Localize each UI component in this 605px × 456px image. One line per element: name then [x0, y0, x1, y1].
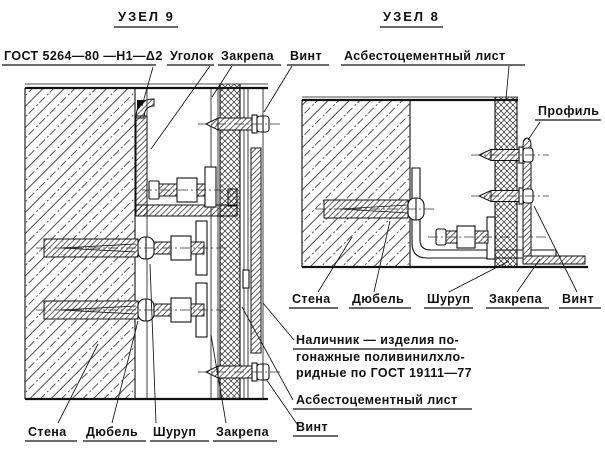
label-shurup-left: Шуруп	[153, 425, 197, 439]
label-gost-weld: ГОСТ 5264—80 —Н1—Δ2	[4, 49, 163, 63]
note-nalichnik-line3: ридные по ГОСТ 19111—77	[296, 366, 473, 380]
dowel-assembly-right	[316, 198, 436, 220]
note-nalichnik-line1: Наличник — изделия по-	[296, 333, 460, 347]
label-dyubel-left: Дюбель	[86, 425, 139, 439]
label-vint-right: Винт	[562, 292, 594, 306]
right-detail-drawing	[302, 97, 588, 267]
label-profil: Профиль	[538, 104, 600, 118]
bolt-assembly-channel	[142, 167, 226, 207]
label-vint-top: Винт	[290, 49, 322, 63]
screw-vint-bottom	[198, 363, 280, 381]
label-stena-left: Стена	[28, 425, 67, 439]
l-bracket-zakrepa	[412, 168, 556, 258]
screw-vint-right-upper	[471, 147, 549, 163]
label-vint-mid: Винт	[296, 420, 328, 434]
label-zakrepa-left: Закрепа	[216, 425, 269, 439]
label-ugolok: Уголок	[170, 49, 214, 63]
label-stena-right: Стена	[292, 292, 331, 306]
nalichnik-trim-strip	[243, 148, 261, 353]
label-asbest-top: Асбестоцементный лист	[344, 49, 506, 63]
note-nalichnik-line2: гонажные поливинилхло-	[296, 350, 466, 364]
label-shurup-right: Шуруп	[427, 292, 471, 306]
label-zakrepa-top: Закрепа	[221, 49, 274, 63]
left-detail-drawing	[25, 84, 280, 399]
fastening-rail	[211, 88, 218, 399]
label-zakrepa-right: Закрепа	[489, 292, 542, 306]
title-uzel-9: УЗЕЛ 9	[118, 9, 175, 24]
label-dyubel-right: Дюбель	[352, 292, 405, 306]
screw-vint-top	[198, 115, 280, 133]
asbestos-sheet-right	[495, 97, 517, 267]
screw-vint-right-lower	[471, 188, 549, 204]
asbestos-sheet-left	[220, 84, 240, 399]
title-uzel-8: УЗЕЛ 8	[383, 9, 440, 24]
label-asbest-mid: Асбестоцементный лист	[296, 393, 458, 407]
